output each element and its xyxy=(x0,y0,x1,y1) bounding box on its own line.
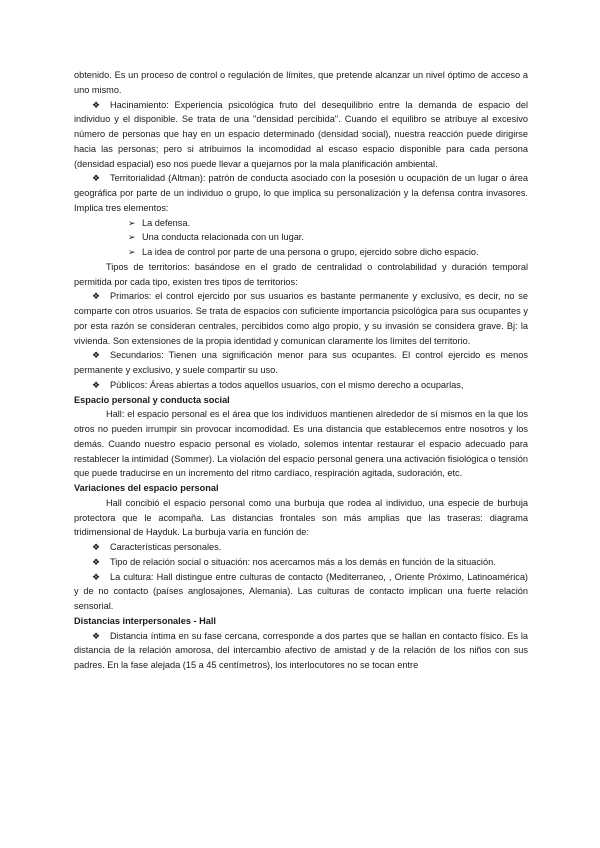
arrow-item-conducta: ➢ Una conducta relacionada con un lugar. xyxy=(74,230,528,245)
bullet-distancia-intima: ❖ Distancia íntima en su fase cercana, corresponde a dos partes que se hallan en contacto físico. Es la distancia de la relación amorosa, del intercambio afectivo de amistad y de la relación de los niños con sus padres. En la fase alejada (15 a 45 centímetros), los interlocutores no se tocan entre xyxy=(74,630,528,670)
bullet-publicos: ❖ Públicos: Áreas abiertas a todos aquellos usuarios, con el mismo derecho a ocuparlas, xyxy=(74,378,528,393)
paragraph-tipos: Tipos de territorios: basándose en el grado de centralidad o controlabilidad y duración temporal permitida por cada tipo, existen tres tipos de territorios: xyxy=(74,261,528,287)
arrow-item-defensa: ➢ La defensa. xyxy=(74,216,528,231)
arrow-bullet-icon: ➢ xyxy=(128,247,136,257)
bullet-cultura: ❖ La cultura: Hall distingue entre culturas de contacto (Mediterraneo, , Oriente Próximo, Latinoamérica) y de no contacto (países anglosajones, Alemania). Las culturas de contacto implican una fuerte relación sensorial. xyxy=(74,571,528,611)
heading-variaciones: Variaciones del espacio personal xyxy=(74,483,219,493)
diamond-bullet-icon: ❖ xyxy=(92,379,101,390)
heading-espacio-personal: Espacio personal y conducta social xyxy=(74,394,230,405)
diamond-bullet-icon: ❖ xyxy=(92,556,101,567)
paragraph-burbuja: Hall concibió el espacio personal como una burbuja que rodea al individuo, una especie de burbuja protectora que le acompaña. Las distancias frontales son más amplias que las traseras: diagrama tridimensional de Hayduk. La burbuja varía en función de: xyxy=(74,497,528,538)
diamond-bullet-icon: ❖ xyxy=(92,350,101,361)
bullet-secundarios: ❖ Secundarios: Tienen una significación menor para sus ocupantes. El control ejercido es menos permanente y exclusivo, y suele compartir su uso. xyxy=(74,350,528,375)
document-page xyxy=(74,68,528,673)
arrow-bullet-icon: ➢ xyxy=(128,217,136,228)
diamond-bullet-icon: ❖ xyxy=(92,630,101,641)
bullet-caracteristicas: ❖ Características personales. xyxy=(74,540,528,555)
diamond-bullet-icon: ❖ xyxy=(92,99,101,110)
diamond-bullet-icon: ❖ xyxy=(92,173,101,184)
diamond-bullet-icon: ❖ xyxy=(92,291,101,302)
arrow-bullet-icon: ➢ xyxy=(128,232,136,243)
bullet-hacinamiento: ❖ Hacinamiento: Experiencia psicológica fruto del desequilibrio entre la demanda de espacio del individuo y el disponible. Se trata de una "densidad percibida". Cuando el equilibro se atribuye al excesivo número de personas que hay en un espacio determinado (densidad social), nuestra reacción puede dirigirse hacia las personas; pero si atribuimos la incomodidad al escaso espacio disponible para cada persona (densidad espacial) eso nos puede llevar a quejarnos por la mala planificación ambiental. xyxy=(74,99,528,169)
bullet-relacion: ❖ Tipo de relación social o situación: nos acercamos más a los demás en función de la situación. xyxy=(74,555,528,570)
paragraph-hall: Hall: el espacio personal es el área que los individuos mantienen alrededor de sí mismos en la que los otros no pueden irrumpir sin provocar incomodidad. Es una distancia que establecemos entre nosotros y los demás. Cuando nuestro espacio personal es violado, solemos intentar restaurar el espacio adecuado para restablecer la intimidad (Sommer). La violación del espacio personal genera una activación fisiológica o tensión que puede traducirse en un incremento del ritmo cardíaco, respiración agitada, sudoración, etc. xyxy=(74,409,528,479)
diamond-bullet-icon: ❖ xyxy=(92,571,101,582)
bullet-primarios: ❖ Primarios: el control ejercido por sus usuarios es bastante permanente y exclusivo, es decir, no se comparte con otros usuarios. Se trata de espacios con suficiente importancia psicológica para sus ocupantes y por esta razón se consideran centrales, percibidos como algo propio, y su invasión se considera grave. Bj: la vivienda. Son extensiones de la propia identidad y comunican claramente los límites del territorio. xyxy=(74,291,528,346)
diamond-bullet-icon: ❖ xyxy=(92,542,101,552)
paragraph-privacy-end: obtenido. Es un proceso de control o regulación de límites, que pretende alcanzar un nivel óptimo de acceso a uno mismo. xyxy=(74,70,528,95)
heading-distancias: Distancias interpersonales - Hall xyxy=(74,615,216,626)
bullet-territorialidad: ❖ Territorialidad (Altman): patrón de conducta asociado con la posesión u ocupación de un lugar o área geográfica por parte de un individuo o grupo, lo que implica su personalización y la defensa contra invasores. Implica tres elementos: xyxy=(74,173,528,213)
arrow-item-control: ➢ La idea de control por parte de una persona o grupo, ejercido sobre dicho espacio. xyxy=(74,245,528,260)
